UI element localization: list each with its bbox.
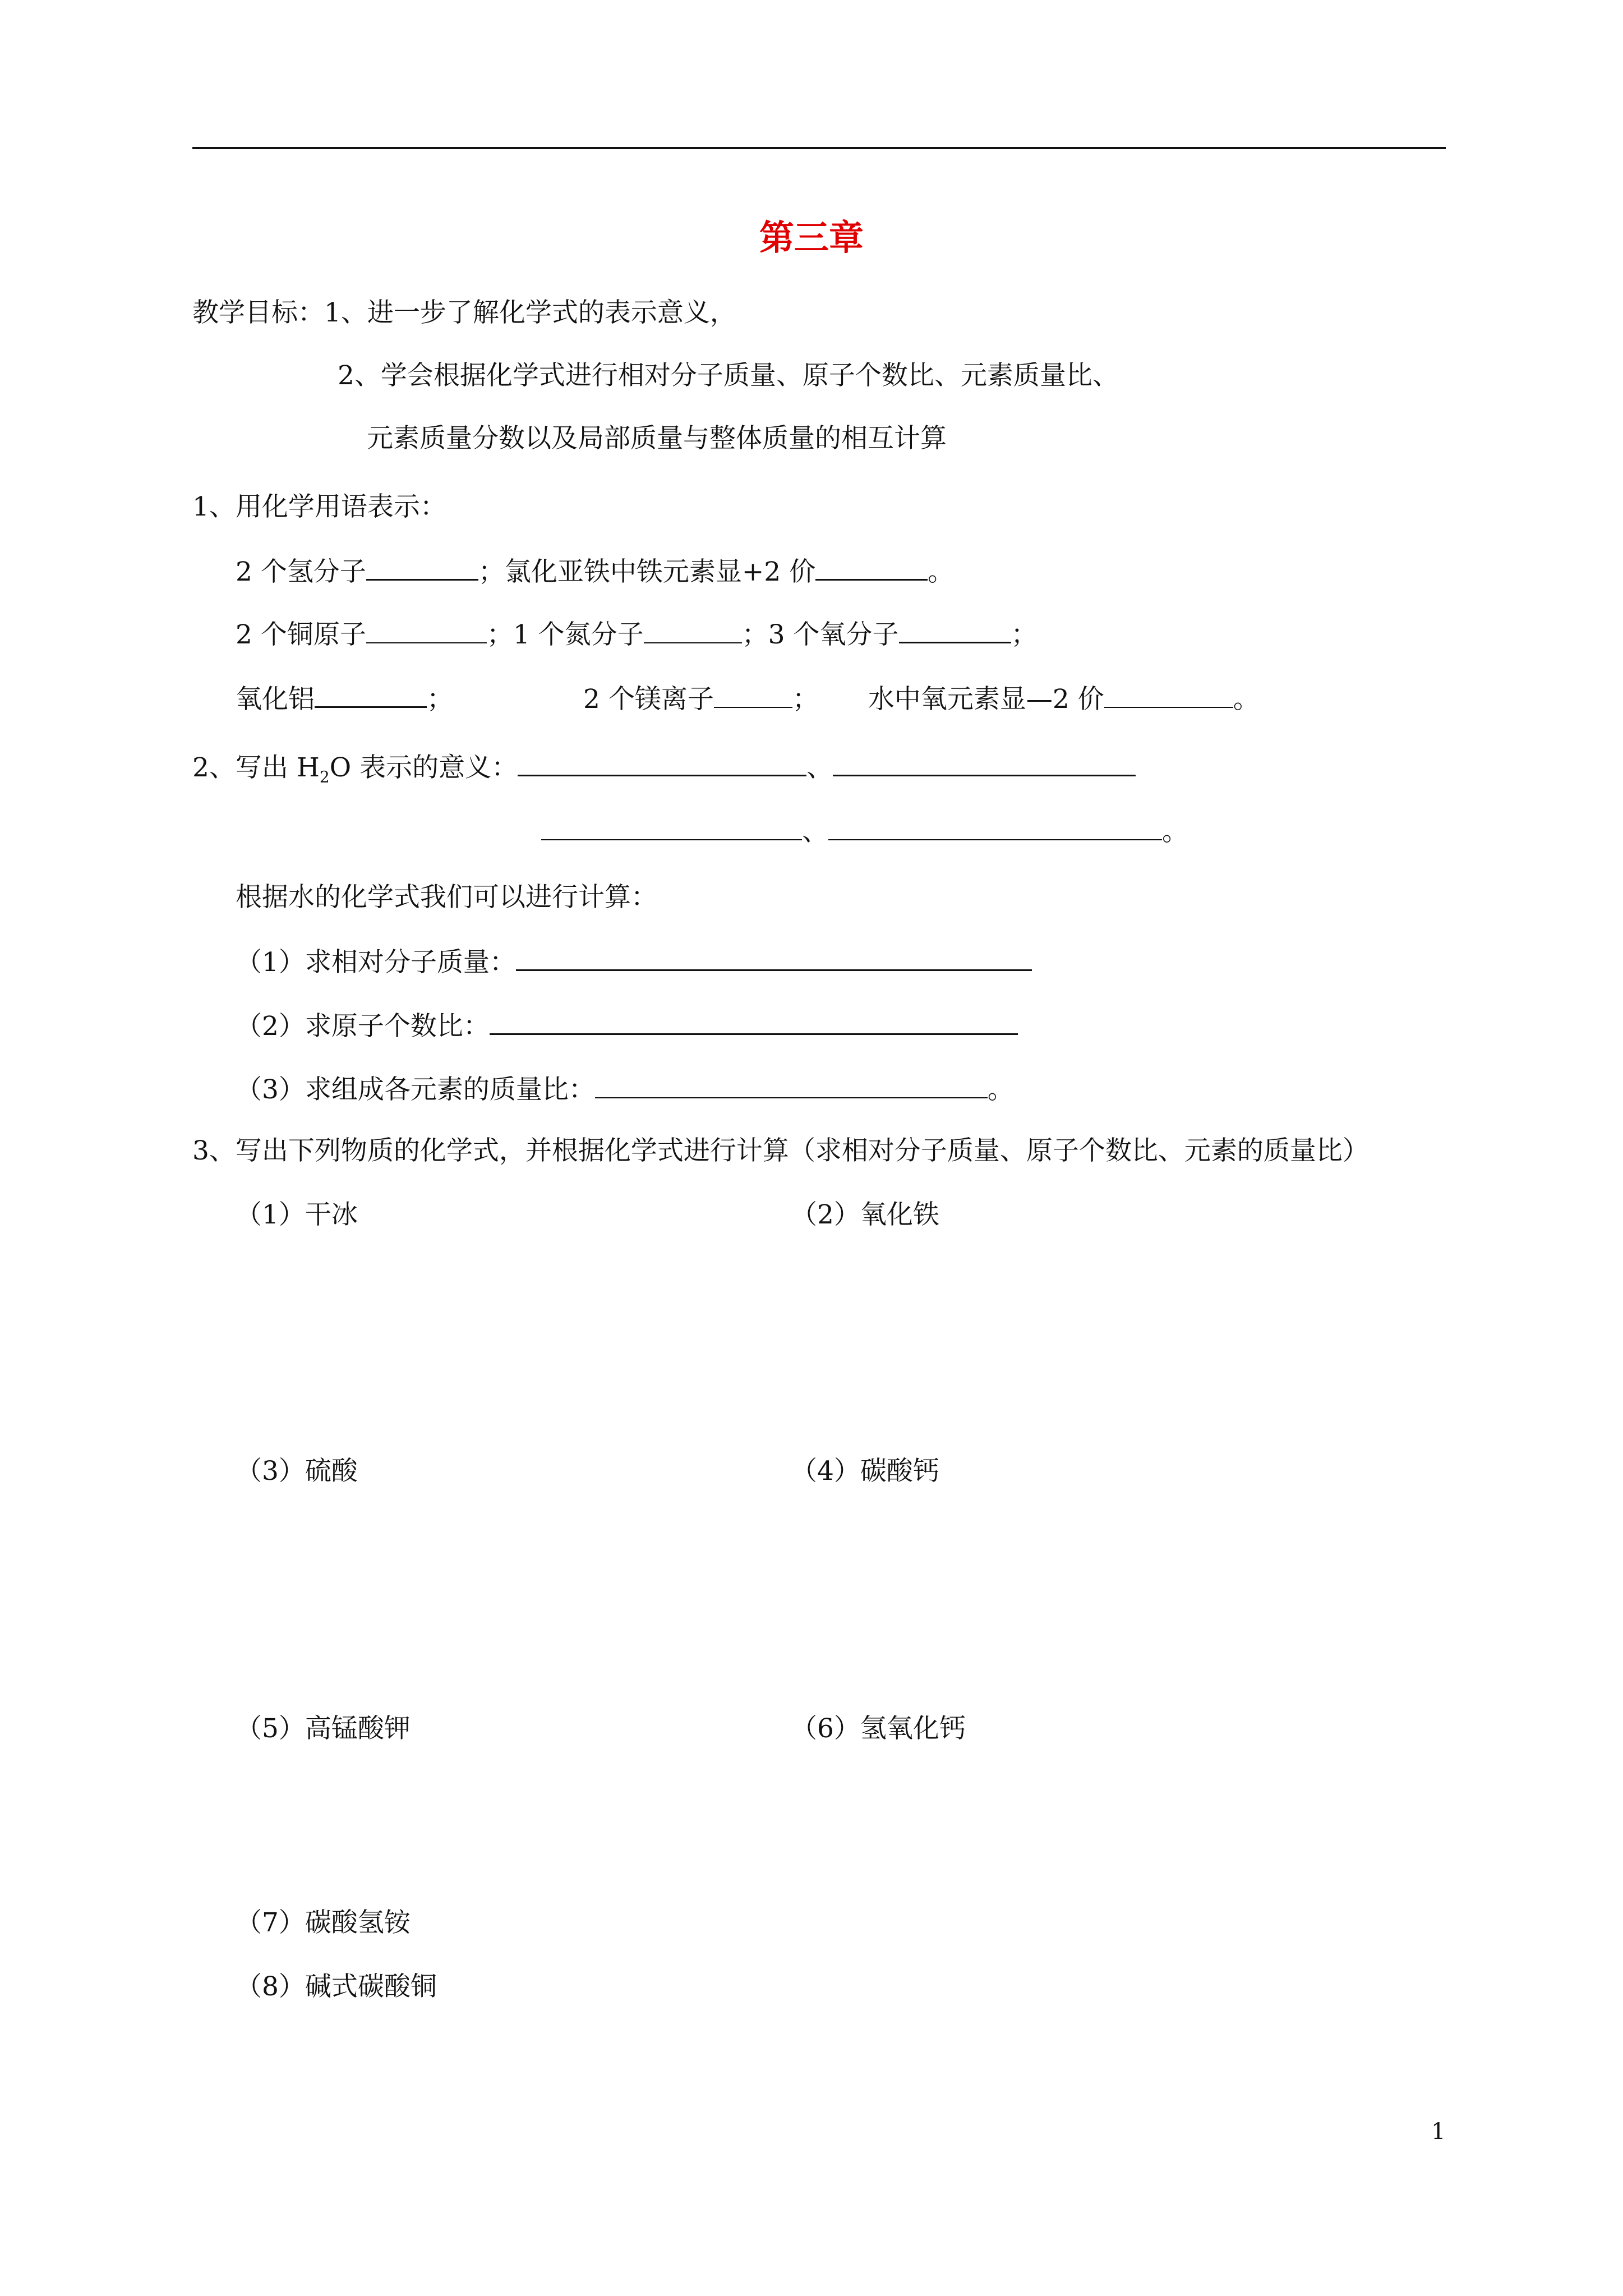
q3-item-1: （1）干冰 xyxy=(236,1199,358,1230)
q1-row3-c: 2 个镁离子 xyxy=(583,684,714,715)
q2-heading xyxy=(192,749,1136,785)
answer-blank[interactable] xyxy=(516,944,1032,971)
q1-row3-d: ； xyxy=(792,684,819,715)
q2-item-2 xyxy=(236,1007,1018,1043)
objective-line-2: 2、学会根据化学式进行相对分子质量、原子个数比、元素质量比、 xyxy=(338,360,1119,391)
q2-item3-label: （3）求组成各元素的质量比： xyxy=(236,1074,595,1105)
q2-item3-end: 。 xyxy=(987,1074,1014,1105)
answer-blank[interactable] xyxy=(595,1071,988,1098)
q1-row3-e: 水中氧元素显—2 价 xyxy=(868,684,1104,715)
answer-blank[interactable] xyxy=(833,749,1136,776)
q1-heading: 1、用化学用语表示： xyxy=(192,491,446,522)
q2-end: 。 xyxy=(1162,816,1188,847)
answer-blank[interactable] xyxy=(815,553,928,581)
q2-intro: 根据水的化学式我们可以进行计算： xyxy=(236,882,657,913)
q2-item2-label: （2）求原子个数比： xyxy=(236,1011,490,1042)
answer-blank[interactable] xyxy=(366,616,487,643)
q2-item1-label: （1）求相对分子质量： xyxy=(236,947,516,978)
answer-blank[interactable] xyxy=(899,616,1011,643)
answer-blank[interactable] xyxy=(518,749,806,776)
q1-row3-f: 。 xyxy=(1233,684,1260,715)
answer-blank[interactable] xyxy=(828,813,1162,840)
q1-row2-d: ； xyxy=(1011,619,1038,650)
q2-prefix: 2、写出 H xyxy=(192,752,320,783)
q1-row2-a: 2 个铜原子 xyxy=(236,619,366,650)
answer-blank[interactable] xyxy=(315,680,427,708)
q1-row1-b: ；氯化亚铁中铁元素显+2 价 xyxy=(478,556,816,587)
q3-item-8: （8）碱式碳酸铜 xyxy=(236,1971,437,2002)
objective-line-3: 元素质量分数以及局部质量与整体质量的相互计算 xyxy=(367,423,947,454)
q2-row-2 xyxy=(541,813,1188,849)
q3-item-3: （3）硫酸 xyxy=(236,1456,358,1487)
q2-sep-2: 、 xyxy=(802,816,828,847)
q2-item-3 xyxy=(236,1071,1014,1107)
q1-row-3 xyxy=(236,680,1260,716)
q1-row2-c: ；3 个氧分子 xyxy=(741,619,899,650)
q3-item-5: （5）高锰酸钾 xyxy=(236,1713,411,1744)
q2-sep-1: 、 xyxy=(806,752,833,783)
answer-blank[interactable] xyxy=(1104,681,1233,708)
chapter-title: 第三章 xyxy=(759,217,864,258)
answer-blank[interactable] xyxy=(541,813,802,840)
q1-row3-a: 氧化铝 xyxy=(236,684,315,715)
answer-blank[interactable] xyxy=(714,681,792,708)
q1-row1-c: 。 xyxy=(928,556,955,587)
q1-row1-a: 2 个氢分子 xyxy=(236,556,366,587)
answer-blank[interactable] xyxy=(490,1007,1018,1035)
q1-row3-b: ； xyxy=(427,684,453,715)
q2-subscript: 2 xyxy=(319,767,330,786)
q3-item-4: （4）碳酸钙 xyxy=(791,1456,939,1487)
answer-blank[interactable] xyxy=(644,616,742,643)
q1-row-1 xyxy=(236,553,954,589)
q3-item-6: （6）氢氧化钙 xyxy=(791,1713,966,1744)
q2-suffix: O 表示的意义： xyxy=(329,752,518,783)
q3-item-7: （7）碳酸氢铵 xyxy=(236,1907,411,1938)
q2-item-1 xyxy=(236,944,1032,979)
q1-row-2 xyxy=(236,616,1038,652)
q3-heading: 3、写出下列物质的化学式，并根据化学式进行计算（求相对分子质量、原子个数比、元素的质量比） xyxy=(192,1135,1369,1166)
page-number: 1 xyxy=(1431,2119,1446,2145)
header-rule xyxy=(192,147,1446,149)
objective-line-1: 教学目标：1、进一步了解化学式的表示意义， xyxy=(192,297,736,328)
answer-blank[interactable] xyxy=(366,553,478,581)
q1-row2-b: ；1 个氮分子 xyxy=(486,619,644,650)
q3-item-2: （2）氧化铁 xyxy=(791,1199,939,1230)
